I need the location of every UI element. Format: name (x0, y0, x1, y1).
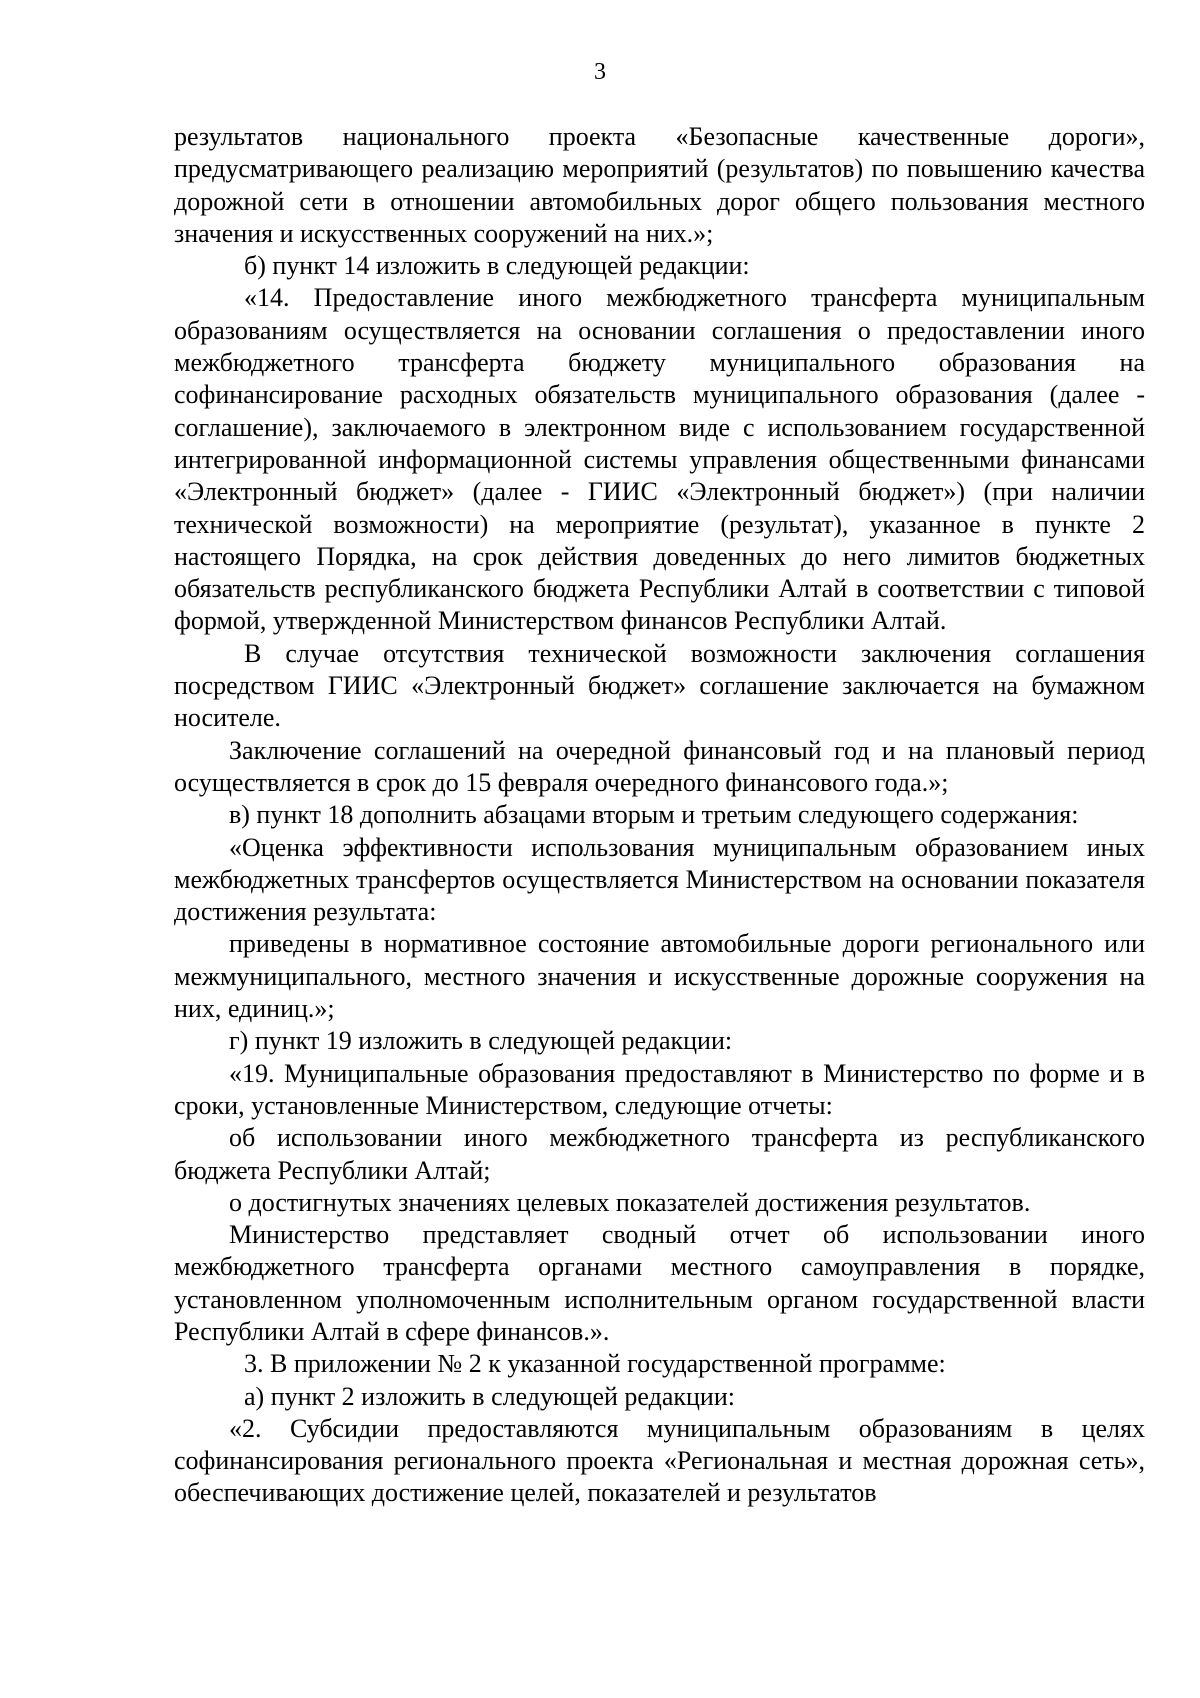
paragraph-roads-indicator: приведены в нормативное состояние автомобильные дороги регионального или межмуниципального, местного значения и искусственные дорожные сооружения на них, единиц.»; (174, 929, 1145, 1024)
paragraph-point-19: «19. Муниципальные образования предоставляют в Министерство по форме и в сроки, установленные Министерством, следующие отчеты: (174, 1058, 1145, 1120)
paragraph-item-g: г) пункт 19 изложить в следующей редакции: (229, 1026, 733, 1056)
paragraph-no-technical-possibility: В случае отсутствия технической возможности заключения соглашения посредством ГИИС «Электронный бюджет» соглашение заключается на бумажном носителе. (174, 638, 1145, 733)
paragraph-point-2: «2. Субсидии предоставляются муниципальным образованиям в целях софинансирования регионального проекта «Региональная и местная дорожная сеть», обеспечивающих достижение целей, показателей и результатов (174, 1413, 1145, 1508)
paragraph-point-14: «14. Предоставление иного межбюджетного трансферта муниципальным образованиям осуществляется на основании соглашения о предоставлении иного межбюджетного трансферта бюджету муниципального образования на софинансирование расходных обязательств муниципального образования (далее - соглашение), заключаемого в электронном виде с использованием государственной интегрированной информационной системы управления общественными финансами «Электронный бюджет» (далее - ГИИС «Электронный бюджет») (при наличии технической возможности) на мероприятие (результат), указанное в пункте 2 настоящего Порядка, на срок действия доведенных до него лимитов бюджетных обязательств республиканского бюджета Республики Алтай в соответствии с типовой формой, утвержденной Министерством финансов Республики Алтай. (174, 283, 1145, 636)
paragraph-report-usage: об использовании иного межбюджетного трансферта из республиканского бюджета Республики Алтай; (174, 1123, 1145, 1185)
paragraph-item-v: в) пункт 18 дополнить абзацами вторым и третьим следующего содержания: (229, 800, 1079, 830)
paragraph-report-targets: о достигнутых значениях целевых показателей достижения результатов. (229, 1187, 1031, 1217)
page-number: 3 (594, 59, 606, 85)
paragraph-efficiency-assessment: «Оценка эффективности использования муниципальным образованием иных межбюджетных трансфертов осуществляется Министерством на основании показателя достижения результата: (174, 832, 1145, 927)
paragraph-item-b: б) пункт 14 изложить в следующей редакции: (244, 251, 750, 281)
paragraph-section-3: 3. В приложении № 2 к указанной государственной программе: (244, 1349, 946, 1379)
paragraph-agreement-deadline: Заключение соглашений на очередной финансовый год и на плановый период осуществляется в срок до 15 февраля очередного финансового года.»; (174, 735, 1145, 797)
document-body (174, 121, 1145, 1510)
paragraph-item-a: а) пункт 2 изложить в следующей редакции: (244, 1381, 735, 1411)
paragraph-continuation: результатов национального проекта «Безопасные качественные дороги», предусматривающего реализацию мероприятий (результатов) по повышению качества дорожной сети в отношении автомобильных дорог общего пользования местного значения и искусственных сооружений на них.»; (174, 122, 1145, 248)
paragraph-ministry-summary: Министерство представляет сводный отчет об использовании иного межбюджетного трансферта органами местного самоуправления в порядке, установленном уполномоченным исполнительным органом государственной власти Республики Алтай в сфере финансов.». (174, 1220, 1145, 1346)
